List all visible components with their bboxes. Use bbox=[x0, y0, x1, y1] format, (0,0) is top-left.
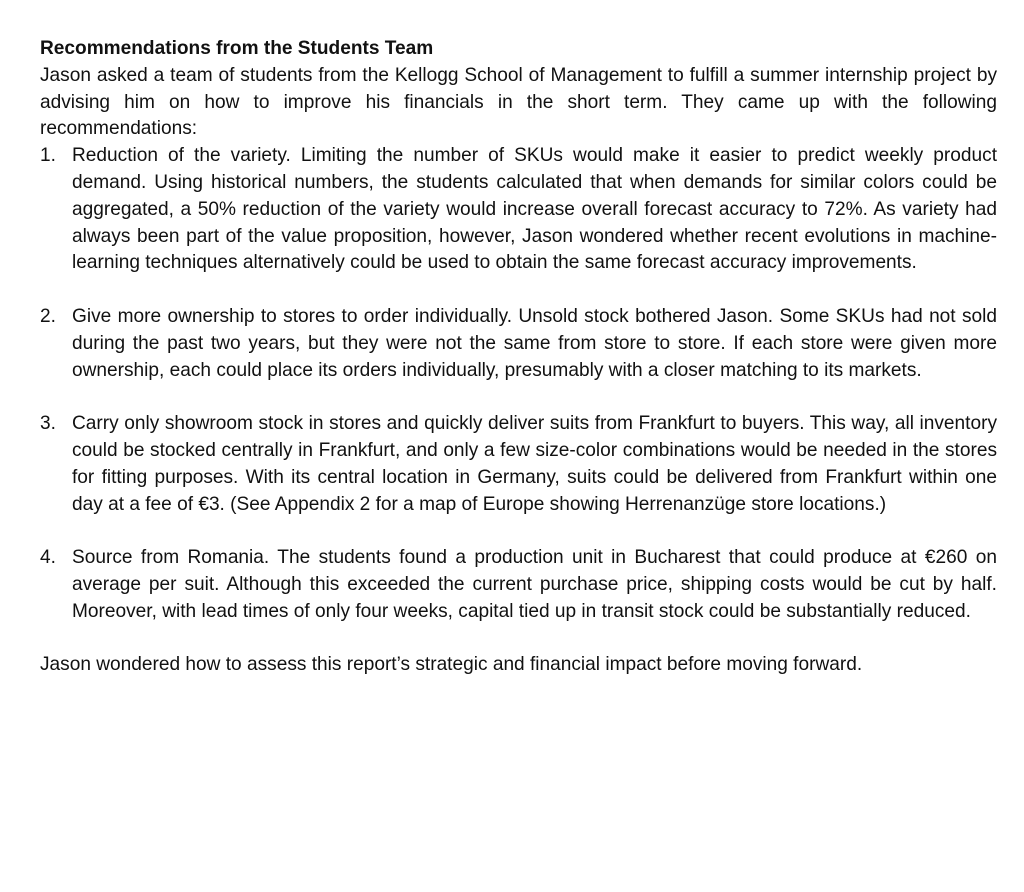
recommendation-text: Source from Romania. The students found a production unit in Bucharest that could produce at €260 on average per suit. Although this exceeded the current purchase price, shipping costs would be cut by half. Moreover, with lead times of only four weeks, capital tied up in transit stock could be substantially reduced. bbox=[72, 547, 997, 622]
recommendation-text: Give more ownership to stores to order individually. Unsold stock bothered Jason. Some SKUs had not sold during the past two years, but they were not the same from store to store. If each store were given more ownership, each could place its orders individually, presumably with a closer matching to its markets. bbox=[72, 305, 997, 381]
recommendation-number: 2. bbox=[40, 305, 56, 327]
recommendation-item bbox=[40, 304, 997, 384]
recommendation-text: Carry only showroom stock in stores and quickly deliver suits from Frankfurt to buyers. This way, all inventory could be stocked centrally in Frankfurt, and only a few size-color combinations would be needed in the stores for fitting purposes. With its central location in Germany, suits could be delivered from Frankfurt within one day at a fee of €3. (See Appendix 2 for a map of Europe showing Herrenanzüge store locations.) bbox=[72, 413, 997, 515]
recommendation-number: 3. bbox=[40, 413, 56, 435]
closing-paragraph: Jason wondered how to assess this report’s strategic and financial impact before moving forward. bbox=[40, 654, 863, 676]
document-page bbox=[40, 36, 997, 679]
section-title: Recommendations from the Students Team bbox=[40, 38, 434, 59]
recommendation-item bbox=[40, 143, 997, 277]
recommendations-list bbox=[40, 143, 997, 625]
intro-paragraph: Jason asked a team of students from the Kellogg School of Management to fulfill a summer internship project by advising him on how to improve his financials in the short term. They came up with the following recommendations: bbox=[40, 64, 997, 140]
recommendation-item bbox=[40, 545, 997, 625]
recommendation-number: 1. bbox=[40, 145, 56, 167]
recommendation-text: Reduction of the variety. Limiting the number of SKUs would make it easier to predict weekly product demand. Using historical numbers, the students calculated that when demands for similar colors could be aggregated, a 50% reduction of the variety would increase overall forecast accuracy to 72%. As variety had always been part of the value proposition, however, Jason wondered whether recent evolutions in machine-learning techniques alternatively could be used to obtain the same forecast accuracy improvements. bbox=[72, 145, 997, 274]
recommendation-number: 4. bbox=[40, 547, 56, 569]
recommendation-item bbox=[40, 411, 997, 518]
